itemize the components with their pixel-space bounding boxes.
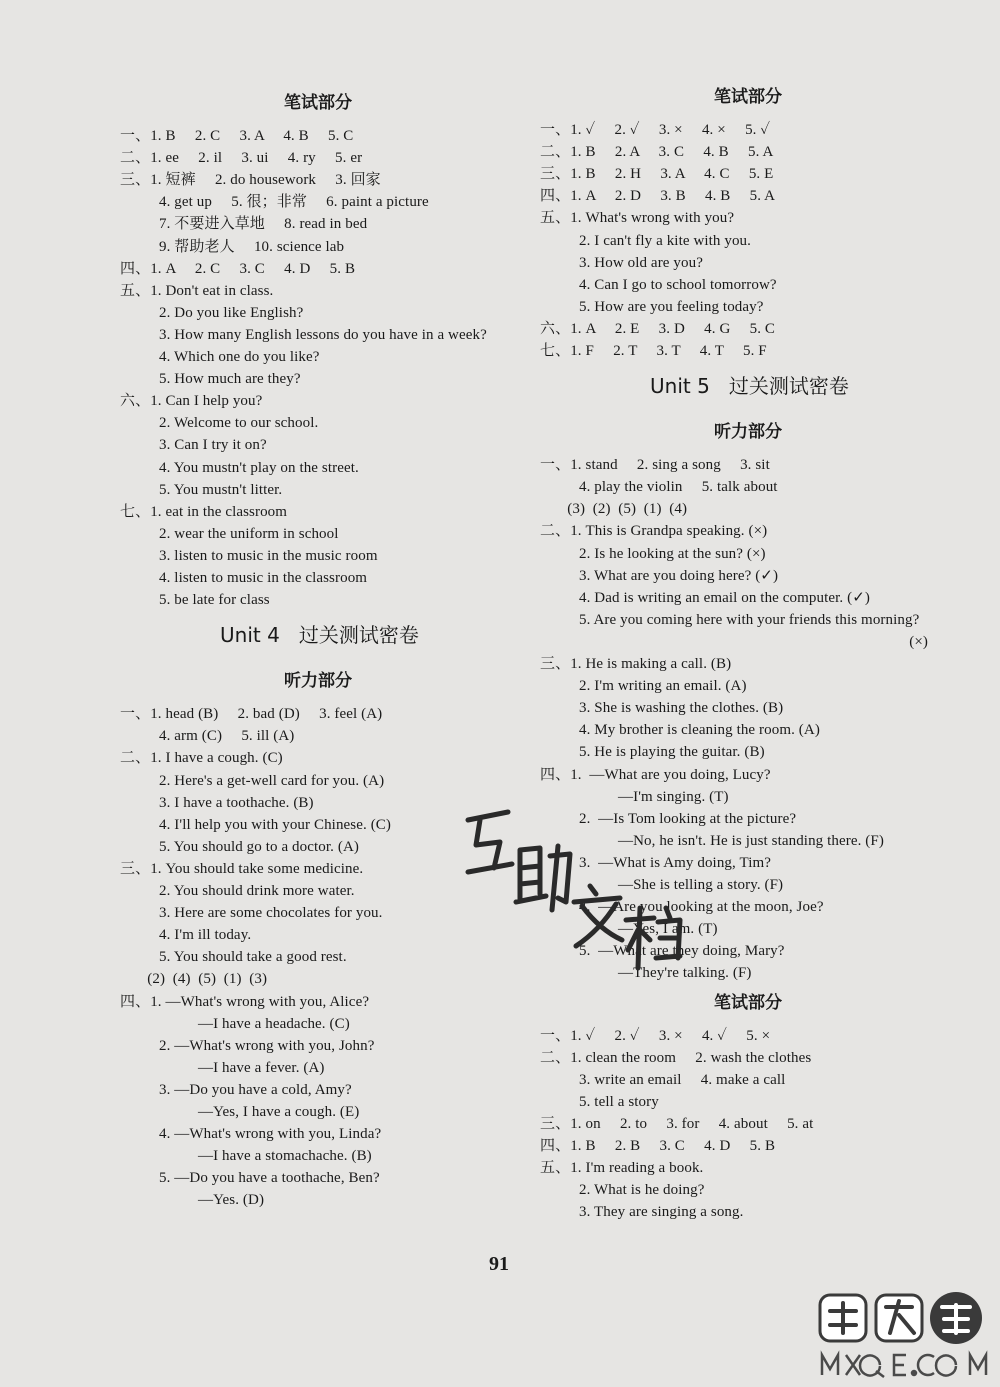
answer-line: 4. —Are you looking at the moon, Joe?: [579, 899, 824, 916]
answer-line: 一、1. B 2. C 3. A 4. B 5. C: [120, 128, 354, 144]
answer-line: —She is telling a story. (F): [618, 877, 784, 893]
answer-line: —Yes. (D): [198, 1192, 265, 1209]
answer-line: —I have a stomachache. (B): [198, 1148, 372, 1165]
answer-line: 四、1. —What's wrong with you, Alice?: [120, 993, 370, 1010]
answer-line: 二、1. B 2. A 3. C 4. B 5. A: [540, 144, 774, 161]
answer-line: 5. You should take a good rest.: [159, 949, 347, 966]
answer-line: 二、1. I have a cough. (C): [120, 750, 283, 767]
answer-line: 5. How are you feeling today?: [579, 298, 764, 315]
section-heading: 听力部分: [284, 671, 352, 692]
section-heading: 笔试部分: [714, 992, 782, 1013]
section-heading: 笔试部分: [284, 93, 352, 113]
answer-line: 4. get up 5. 很；非常 6. paint a picture: [159, 194, 429, 211]
answer-line: 4. Can I go to school tomorrow?: [579, 276, 777, 293]
answer-line: 2. Is he looking at the sun? (×): [579, 545, 766, 562]
answer-line: 四、1. —What are you doing, Lucy?: [540, 766, 771, 783]
answer-line: 5. —Do you have a toothache, Ben?: [159, 1170, 380, 1187]
answer-line: —Yes, I have a cough. (E): [198, 1104, 360, 1120]
answer-line: 一、1. ✓ 2. ✓ 3. × 4. ✓ 5. ×: [540, 1027, 771, 1044]
answer-line: 三、1. B 2. H 3. A 4. C 5. E: [540, 166, 774, 183]
answer-line: 3. How old are you?: [579, 254, 703, 271]
answer-line: 2. Here's a get-well card for you. (A): [159, 772, 385, 789]
answer-line: 5. You mustn't litter.: [159, 481, 283, 498]
answer-line: 2. wear the uniform in school: [159, 525, 339, 542]
section-heading: 笔试部分: [714, 87, 782, 107]
answer-line: 三、1. You should take some medicine.: [120, 860, 364, 877]
answer-line: 5. How much are they?: [159, 371, 301, 388]
answer-line: 5. tell a story: [579, 1093, 659, 1110]
answer-line: 二、1. This is Grandpa speaking. (×): [540, 523, 768, 540]
answer-line: 三、1. on 2. to 3. for 4. about 5. at: [540, 1115, 814, 1132]
answer-line: 5. He is playing the guitar. (B): [579, 744, 765, 761]
answer-line: 5. be late for class: [159, 592, 270, 609]
section-heading: 听力部分: [714, 422, 782, 443]
answer-line: —I have a fever. (A): [198, 1059, 325, 1076]
answer-line: —They're talking. (F): [618, 965, 752, 982]
answer-line: (2) (4) (5) (1) (3): [147, 971, 268, 988]
answer-line: 二、1. ee 2. il 3. ui 4. ry 5. er: [120, 150, 363, 167]
handwritten-stamp: [458, 790, 688, 980]
answer-line: 六、1. A 2. E 3. D 4. G 5. C: [540, 320, 776, 337]
answer-line: 3. —What is Amy doing, Tim?: [579, 854, 771, 871]
answer-line: 3. What are you doing here? (✓): [579, 567, 779, 584]
answer-line: 4. Dad is writing an email on the computer. (✓): [579, 589, 870, 606]
answer-line: 二、1. clean the room 2. wash the clothes: [540, 1049, 812, 1066]
answer-line: 五、1. Don't eat in class.: [120, 282, 274, 299]
answer-line: 3. They are singing a song.: [579, 1204, 744, 1221]
watermark-logo: [810, 1277, 1000, 1387]
answer-line: 2. Do you like English?: [159, 304, 304, 321]
answer-line: 3. She is washing the clothes. (B): [579, 700, 784, 717]
answer-line: 5. You should go to a doctor. (A): [159, 838, 359, 855]
answer-line: 4. —What's wrong with you, Linda?: [159, 1126, 382, 1143]
answer-line: 六、1. Can I help you?: [120, 393, 263, 410]
answer-line: 七、1. eat in the classroom: [120, 503, 288, 520]
answer-line: 2. —Is Tom looking at the picture?: [579, 810, 797, 827]
answer-line: 3. How many English lessons do you have in a week?: [159, 326, 487, 343]
answer-line: 4. I'll help you with your Chinese. (C): [159, 816, 391, 833]
answer-line: 三、1. 短裤 2. do housework 3. 回家: [120, 172, 381, 189]
answer-line: 5. Are you coming here with your friends this morning?: [579, 611, 920, 628]
answer-line: 3. listen to music in the music room: [159, 547, 378, 564]
answer-line: —I'm singing. (T): [618, 788, 729, 805]
answer-line: 2. I can't fly a kite with you.: [579, 232, 752, 249]
answer-line: 4. My brother is cleaning the room. (A): [579, 722, 820, 739]
answer-line: 3. I have a toothache. (B): [159, 794, 314, 811]
answer-line: 4. listen to music in the classroom: [159, 570, 368, 586]
answer-line: —I have a headache. (C): [198, 1015, 350, 1032]
answer-line: 2. You should drink more water.: [159, 883, 355, 899]
answer-line: 3. write an email 4. make a call: [579, 1071, 786, 1088]
answer-line: 2. What is he doing?: [579, 1182, 705, 1199]
unit-title: Unit 5 过关测试密卷: [650, 374, 849, 399]
answer-line: 一、1. head (B) 2. bad (D) 3. feel (A): [120, 706, 383, 723]
answer-line: 9. 帮助老人 10. science lab: [159, 238, 345, 255]
answer-line: (3) (2) (5) (1) (4): [567, 501, 688, 518]
answer-line: 4. I'm ill today.: [159, 927, 252, 944]
answer-line: 3. —Do you have a cold, Amy?: [159, 1081, 352, 1098]
answer-line: 4. You mustn't play on the street.: [159, 459, 359, 476]
answer-line: 四、1. A 2. D 3. B 4. B 5. A: [540, 188, 776, 205]
answer-line: 一、1. ✓ 2. ✓ 3. × 4. × 5. ✓: [540, 122, 771, 138]
answer-line: —No, he isn't. He is just standing there. (F): [618, 832, 884, 849]
answer-line: 五、1. I'm reading a book.: [540, 1160, 704, 1177]
answer-line: 五、1. What's wrong with you?: [540, 210, 735, 227]
answer-line: 三、1. He is making a call. (B): [540, 656, 732, 672]
answer-line: —Yes, I am. (T): [618, 921, 718, 938]
answer-line: 一、1. stand 2. sing a song 3. sit: [540, 457, 770, 474]
answer-line: 7. 不要进入草地 8. read in bed: [159, 216, 368, 233]
answer-line: 4. arm (C) 5. ill (A): [159, 728, 295, 745]
answer-line: 3. Here are some chocolates for you.: [159, 905, 383, 922]
answer-line: 四、1. A 2. C 3. C 4. D 5. B: [120, 260, 356, 277]
answer-line: 5. —What are they doing, Mary?: [579, 943, 785, 960]
answer-line: 4. play the violin 5. talk about: [579, 479, 778, 496]
answer-line: 七、1. F 2. T 3. T 4. T 5. F: [540, 343, 767, 359]
answer-line: 4. Which one do you like?: [159, 349, 320, 365]
page-number: 91: [489, 1253, 509, 1275]
answer-line: 2. —What's wrong with you, John?: [159, 1037, 375, 1054]
unit-title: Unit 4 过关测试密卷: [220, 623, 419, 648]
answer-line: 3. Can I try it on?: [159, 437, 267, 454]
answer-line: 四、1. B 2. B 3. C 4. D 5. B: [540, 1138, 776, 1154]
answer-line: (×): [909, 633, 928, 650]
answer-line: 2. Welcome to our school.: [159, 415, 319, 432]
answer-line: 2. I'm writing an email. (A): [579, 678, 747, 695]
